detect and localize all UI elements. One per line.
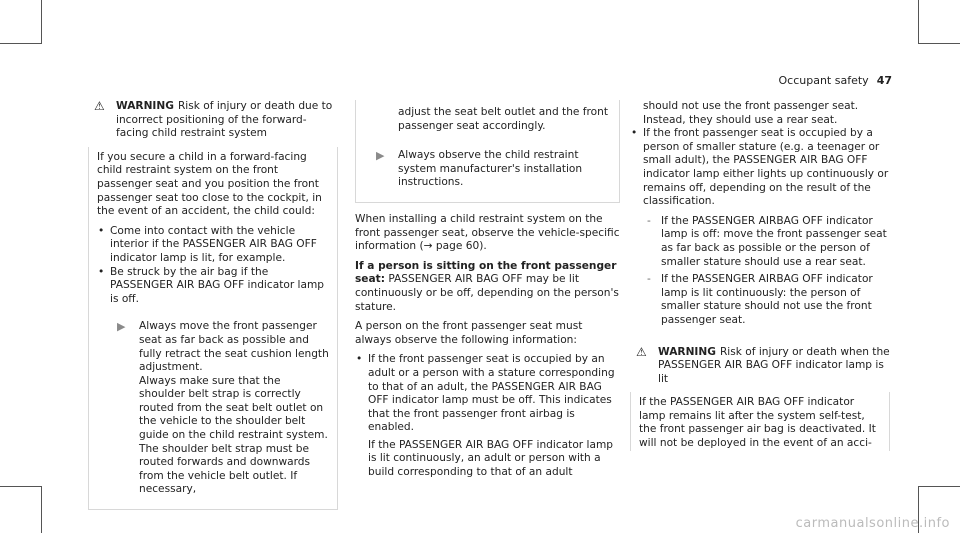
- list-item: • Be struck by the air bag if the PASSENGER AIR BAG OFF indicator lamp is off.: [98, 265, 325, 305]
- warning-box: [88, 147, 338, 510]
- paragraph: When installing a child restraint system on the front passenger seat, observe the vehicle-specific information (→ page 60).: [355, 212, 620, 253]
- warning-block: [88, 100, 338, 141]
- list-item: • If the front passenger seat is occupied by an adult or a person with a stature corresponding to that of an adult, the PASSENGER AIR BAG OFF indicator lamp must be off. This indicates that the front passenger front airbag is enabled. If the PASSENGER AIR BAG OFF indicator lamp is lit continuously, an adult or person with a build corresponding to that of an adult: [355, 353, 620, 479]
- column-2: [355, 100, 620, 486]
- instruction-note: [356, 149, 611, 190]
- bullet-list: [355, 353, 620, 479]
- list-item: • Come into contact with the vehicle interior if the PASSENGER AIR BAG OFF indicator lamp is lit, for example.: [98, 224, 317, 264]
- crop-mark: [918, 43, 960, 44]
- column-3: [630, 100, 890, 457]
- warning-icon: ⚠: [94, 99, 105, 113]
- note-text: Always move the front passenger seat as far back as possible and fully retract the seat cushion length adjustment.: [139, 320, 329, 374]
- bullet-list: [630, 100, 890, 209]
- page-number: 47: [876, 74, 892, 87]
- column-1: [88, 100, 338, 510]
- sub-item: - If the PASSENGER AIRBAG OFF indicator lamp is off: move the front passenger seat as far back as possible or the person of smaller stature should use a rear seat.: [647, 214, 887, 268]
- section-title: Occupant safety: [778, 74, 869, 87]
- crop-mark: [0, 43, 42, 44]
- sub-list: [643, 215, 890, 328]
- crop-mark: [0, 486, 42, 487]
- instruction-note: [97, 320, 329, 497]
- paragraph: If the PASSENGER AIR BAG OFF indicator lamp remains lit after the system self-test, the front passenger air bag is deactivated. It will not be deployed in the event of an acci-: [639, 396, 876, 450]
- bullet-icon: •: [98, 265, 105, 278]
- warning-text: Risk of injury or death when the PASSENGER AIR BAG OFF indicator lamp is lit: [658, 345, 890, 385]
- dash-icon: -: [647, 214, 651, 227]
- paragraph: If you secure a child in a forward-facing child restraint system on the front passenger seat and you position the front passenger seat too close to the cockpit, in the event of an accident, the child could:: [97, 150, 322, 218]
- crop-mark: [918, 486, 960, 487]
- page-header: [779, 74, 892, 88]
- warning-box: [630, 392, 890, 450]
- warning-label: WARNING: [658, 345, 716, 358]
- crop-mark: [41, 486, 42, 533]
- note-text: Always make sure that the shoulder belt strap is correctly routed from the seat belt outlet on the vehicle to the shoulder belt guide on the child restraint system. The shoulder belt strap must be routed forwards and downwards from the vehicle belt outlet. If necessary,: [139, 374, 328, 496]
- list-item-continued: should not use the front passenger seat. Instead, they should use a rear seat.: [643, 100, 859, 126]
- watermark: carmanualsonline.info: [795, 516, 950, 532]
- bullet-list: [97, 225, 329, 307]
- paragraph: If a person is sitting on the front passenger seat: PASSENGER AIR BAG OFF may be lit continuously or be off, depending on the person's stature.: [355, 259, 619, 313]
- sub-item: - If the PASSENGER AIRBAG OFF indicator lamp is lit continuously: the person of smaller stature should not use the front passenger seat.: [647, 273, 873, 326]
- warning-icon: ⚠: [636, 344, 647, 359]
- body-text: [355, 213, 620, 480]
- warning-box-continued: [355, 100, 620, 203]
- paragraph: A person on the front passenger seat must always observe the following information:: [355, 320, 583, 346]
- bullet-icon: •: [98, 224, 105, 237]
- warning-block: [630, 346, 890, 387]
- bullet-icon: •: [631, 127, 638, 140]
- crop-mark: [918, 0, 919, 44]
- arrow-icon: ▶: [376, 149, 385, 163]
- dash-icon: -: [647, 273, 651, 286]
- arrow-icon: ▶: [117, 320, 126, 334]
- warning-label: WARNING: [116, 100, 174, 112]
- paragraph: If the PASSENGER AIR BAG OFF indicator lamp is lit continuously, an adult or person with a build corresponding to that of an adult: [368, 438, 614, 479]
- list-item: • If the front passenger seat is occupied by a person of smaller stature (e.g. a teenager or small adult), the PASSENGER AIR BAG OFF indicator lamp either lights up continuously or remains off, depending on the result of the classification.: [631, 127, 889, 208]
- crop-mark: [41, 0, 42, 44]
- bullet-icon: •: [356, 353, 363, 366]
- warning-text: Risk of injury or death due to incorrect positioning of the forward-facing child restraint system: [116, 100, 333, 140]
- continued-text: adjust the seat belt outlet and the front passenger seat accordingly.: [398, 106, 609, 132]
- note-text: Always observe the child restraint system manufacturer's installation instructions.: [398, 149, 583, 189]
